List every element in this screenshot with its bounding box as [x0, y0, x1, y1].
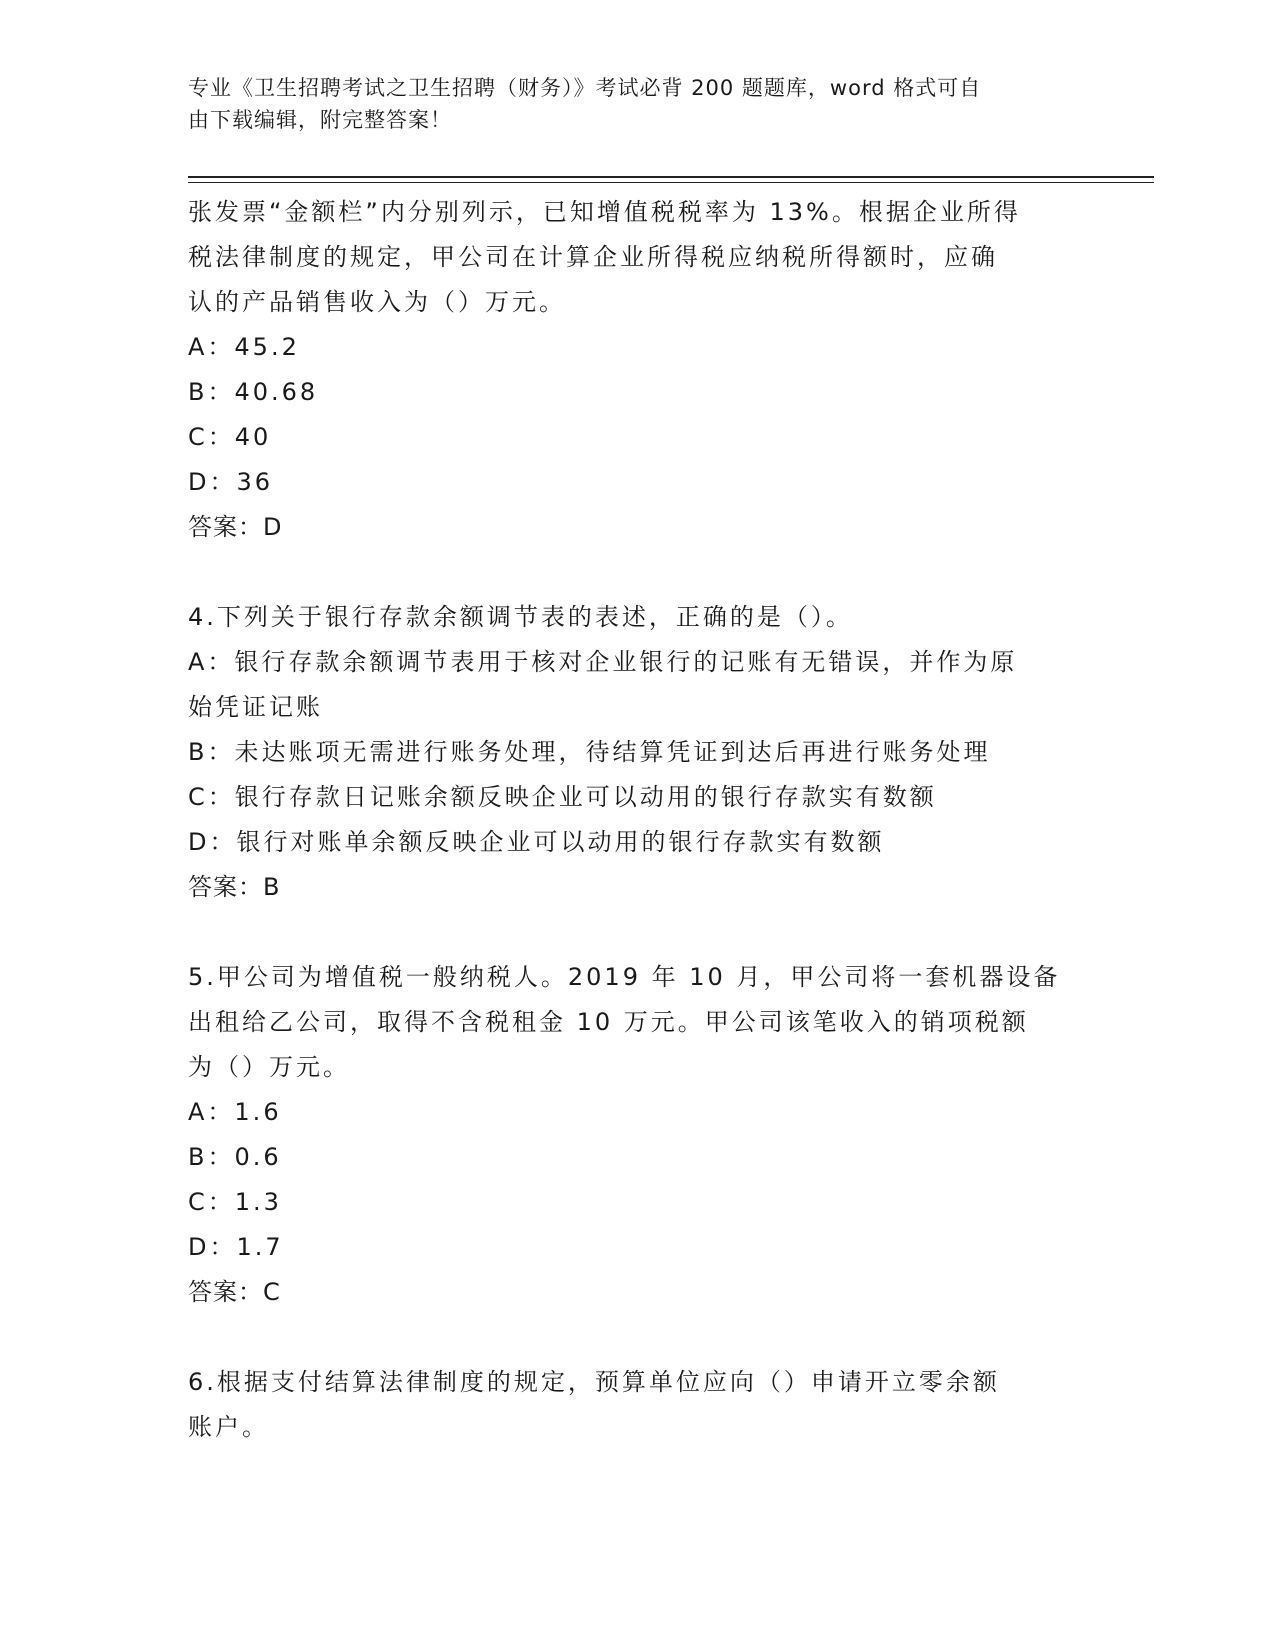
header-line-2: 由下载编辑，附完整答案！ [188, 108, 452, 132]
option-a: A：1.6 [188, 1098, 282, 1126]
answer: 答案：C [188, 1278, 281, 1306]
option-d: D：1.7 [188, 1233, 284, 1261]
question-6 [188, 1360, 1088, 1450]
option-b: B：40.68 [188, 378, 319, 406]
option-d: D：银行对账单余额反映企业可以动用的银行存款实有数额 [188, 828, 885, 856]
question-text-line: 4.下列关于银行存款余额调节表的表述，正确的是（）。 [188, 603, 853, 631]
option-b: B：未达账项无需进行账务处理，待结算凭证到达后再进行账务处理 [188, 738, 991, 766]
option-a-continued: 始凭证记账 [188, 693, 323, 721]
spacer [188, 910, 1088, 955]
option-d: D：36 [188, 468, 274, 496]
question-content [188, 190, 1088, 1450]
question-4 [188, 595, 1088, 910]
question-text-line: 认的产品销售收入为（）万元。 [188, 288, 566, 316]
question-text-line: 税法律制度的规定，甲公司在计算企业所得税应纳税所得额时，应确 [188, 243, 998, 271]
header-line-1: 专业《卫生招聘考试之卫生招聘（财务）》考试必背 200 题题库，word 格式可自 [188, 76, 982, 100]
spacer [188, 550, 1088, 595]
header-rule-thin [188, 182, 1154, 183]
question-text-line: 5.甲公司为增值税一般纳税人。2019 年 10 月，甲公司将一套机器设备 [188, 963, 1061, 991]
answer: 答案：B [188, 873, 281, 901]
question-text-line: 为（）万元。 [188, 1053, 350, 1081]
question-5 [188, 955, 1088, 1315]
header-rule-thick [188, 176, 1154, 178]
question-text-line: 张发票“金额栏”内分别列示，已知增值税税率为 13%。根据企业所得 [188, 198, 1021, 226]
option-b: B：0.6 [188, 1143, 282, 1171]
question-text-line: 6.根据支付结算法律制度的规定，预算单位应向（）申请开立零余额 [188, 1368, 1000, 1396]
question-text-line: 账户。 [188, 1413, 269, 1441]
option-c: C：银行存款日记账余额反映企业可以动用的银行存款实有数额 [188, 783, 937, 811]
option-a: A：45.2 [188, 333, 300, 361]
question-3 [188, 190, 1088, 550]
question-text-line: 出租给乙公司，取得不含税租金 10 万元。甲公司该笔收入的销项税额 [188, 1008, 1029, 1036]
option-c: C：1.3 [188, 1188, 282, 1216]
option-c: C：40 [188, 423, 272, 451]
option-a: A：银行存款余额调节表用于核对企业银行的记账有无错误，并作为原 [188, 648, 1018, 676]
spacer [188, 1315, 1088, 1360]
document-header [188, 72, 1078, 136]
answer: 答案：D [188, 513, 283, 541]
